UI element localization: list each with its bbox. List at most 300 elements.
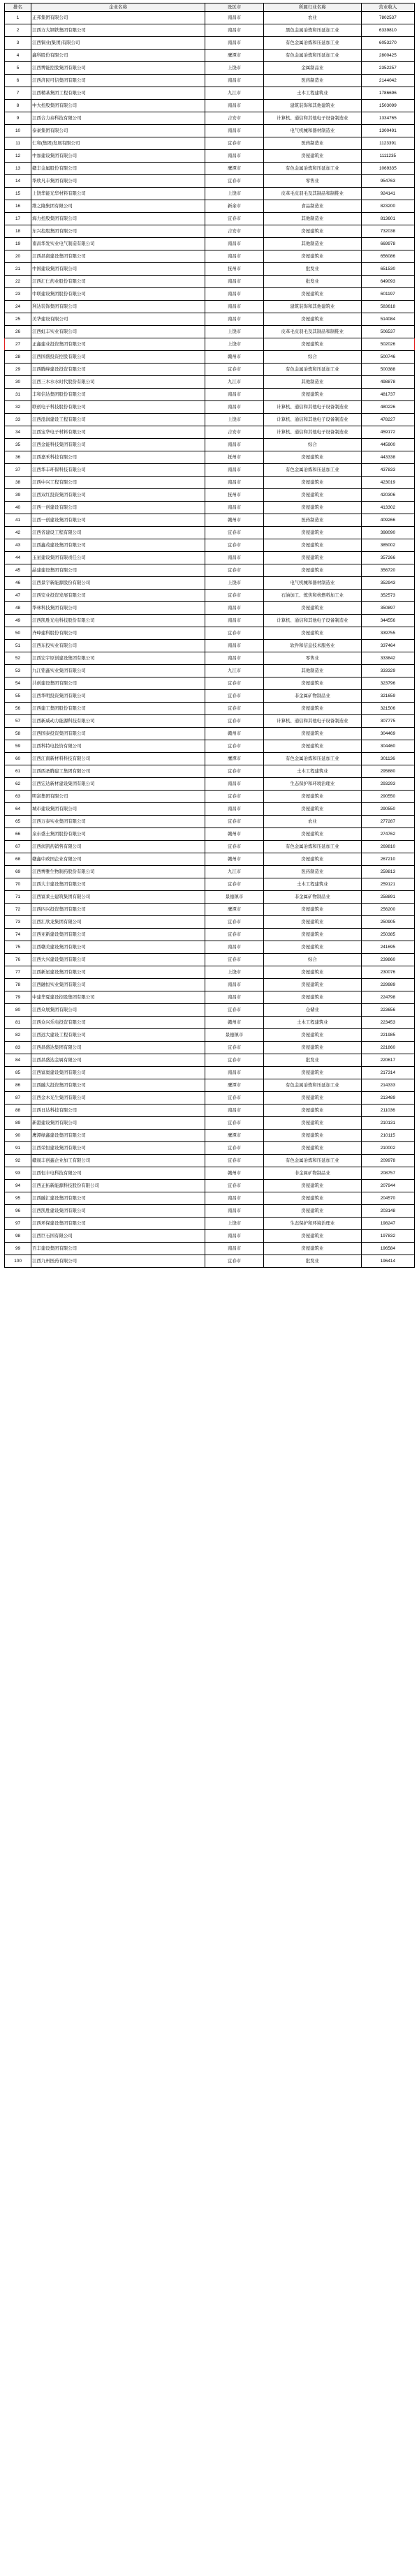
cell-rank: 16 — [5, 200, 31, 213]
cell-rank: 63 — [5, 791, 31, 803]
table-row — [5, 1167, 415, 1180]
cell-city: 宜春市 — [205, 715, 264, 728]
cell-city: 南昌市 — [205, 75, 264, 87]
cell-city: 宜春市 — [205, 527, 264, 539]
cell-revenue: 196584 — [361, 1243, 414, 1255]
cell-company-name: 江西众展集团有限公司 — [31, 1004, 205, 1017]
cell-industry: 土木工程建筑业 — [263, 765, 361, 778]
cell-company-name: 上饶华能光华材料有限公司 — [31, 188, 205, 200]
cell-city: 南昌市 — [205, 12, 264, 24]
cell-city: 吉安市 — [205, 426, 264, 439]
table-row — [5, 100, 415, 112]
cell-industry: 计算机、通信和其他电子设备制造业 — [263, 715, 361, 728]
cell-company-name: 维之隆集团有限公司 — [31, 200, 205, 213]
cell-revenue: 409266 — [361, 514, 414, 527]
table-row — [5, 1192, 415, 1205]
cell-rank: 61 — [5, 765, 31, 778]
cell-rank: 91 — [5, 1142, 31, 1155]
cell-rank: 28 — [5, 351, 31, 364]
cell-revenue: 500388 — [361, 364, 414, 376]
cell-industry: 房屋建筑业 — [263, 338, 361, 351]
cell-company-name: 江西宏达新材建设集团有限公司 — [31, 778, 205, 791]
cell-revenue: 1786696 — [361, 87, 414, 100]
table-row — [5, 753, 415, 765]
table-row — [5, 527, 415, 539]
cell-rank: 29 — [5, 364, 31, 376]
cell-company-name: 江西富莱士建筑集团有限公司 — [31, 891, 205, 904]
cell-company-name: 明富集团有限公司 — [31, 791, 205, 803]
cell-company-name: 江西昌盛达集团有限公司 — [31, 1042, 205, 1054]
cell-revenue: 423019 — [361, 477, 414, 489]
cell-revenue: 352573 — [361, 590, 414, 602]
cell-city: 南昌市 — [205, 1192, 264, 1205]
cell-city: 上饶市 — [205, 577, 264, 590]
table-row — [5, 24, 415, 37]
cell-revenue: 267210 — [361, 853, 414, 866]
table-row — [5, 765, 415, 778]
cell-industry: 房屋建筑业 — [263, 1192, 361, 1205]
cell-industry: 有色金属冶炼和压延加工业 — [263, 753, 361, 765]
table-row — [5, 891, 415, 904]
cell-rank: 4 — [5, 50, 31, 62]
cell-city: 赣州市 — [205, 728, 264, 740]
table-row — [5, 389, 415, 401]
cell-revenue: 514084 — [361, 313, 414, 326]
cell-industry: 房屋建筑业 — [263, 389, 361, 401]
cell-industry: 房屋建筑业 — [263, 803, 361, 816]
cell-industry: 房屋建筑业 — [263, 1117, 361, 1130]
table-row — [5, 1017, 415, 1029]
cell-company-name: 百丰建设集团有限公司 — [31, 1243, 205, 1255]
cell-rank: 5 — [5, 62, 31, 75]
cell-city: 宜春市 — [205, 703, 264, 715]
cell-company-name: 江西安业投资发展有限公司 — [31, 590, 205, 602]
table-row — [5, 313, 415, 326]
cell-company-name: 泰豪集团有限公司 — [31, 125, 205, 137]
cell-rank: 65 — [5, 816, 31, 828]
cell-revenue: 277287 — [361, 816, 414, 828]
table-row — [5, 1092, 415, 1104]
cell-city: 南昌市 — [205, 803, 264, 816]
cell-city: 抚州市 — [205, 451, 264, 464]
cell-company-name: 江西赣美建设集团有限公司 — [31, 941, 205, 954]
table-row — [5, 640, 415, 652]
cell-rank: 71 — [5, 891, 31, 904]
cell-rank: 85 — [5, 1067, 31, 1079]
cell-revenue: 307775 — [361, 715, 414, 728]
cell-rank: 3 — [5, 37, 31, 50]
cell-revenue: 295880 — [361, 765, 414, 778]
cell-industry: 石油加工、炼焦和核燃料加工业 — [263, 590, 361, 602]
cell-rank: 53 — [5, 665, 31, 677]
cell-rank: 11 — [5, 137, 31, 150]
cell-city: 景德镇市 — [205, 1029, 264, 1042]
cell-rank: 67 — [5, 841, 31, 853]
cell-revenue: 420306 — [361, 489, 414, 502]
cell-revenue: 203148 — [361, 1205, 414, 1218]
cell-revenue: 230076 — [361, 966, 414, 979]
table-row — [5, 414, 415, 426]
cell-city: 宜春市 — [205, 740, 264, 753]
cell-rank: 72 — [5, 904, 31, 916]
table-row — [5, 125, 415, 137]
cell-company-name: 江西一创建设集团有限公司 — [31, 514, 205, 527]
cell-rank: 87 — [5, 1092, 31, 1104]
cell-city: 上饶市 — [205, 188, 264, 200]
cell-rank: 43 — [5, 539, 31, 552]
cell-rank: 58 — [5, 728, 31, 740]
cell-rank: 73 — [5, 916, 31, 929]
cell-rank: 26 — [5, 326, 31, 338]
cell-rank: 94 — [5, 1180, 31, 1192]
cell-industry: 房屋建筑业 — [263, 966, 361, 979]
cell-rank: 66 — [5, 828, 31, 841]
table-row — [5, 489, 415, 502]
cell-city: 九江市 — [205, 87, 264, 100]
cell-company-name: 中联建设集团股份有限公司 — [31, 288, 205, 301]
table-row — [5, 514, 415, 527]
cell-revenue: 601197 — [361, 288, 414, 301]
table-row — [5, 954, 415, 966]
cell-company-name: 江西腾峰建设投资有限公司 — [31, 364, 205, 376]
cell-industry: 房屋建筑业 — [263, 288, 361, 301]
cell-company-name: 江西嘉禾科技有限公司 — [31, 451, 205, 464]
cell-city: 抚州市 — [205, 263, 264, 276]
cell-revenue: 239860 — [361, 954, 414, 966]
cell-city: 上饶市 — [205, 338, 264, 351]
cell-city: 宜春市 — [205, 539, 264, 552]
cell-company-name: 东兴控股集团有限公司 — [31, 225, 205, 238]
cell-rank: 31 — [5, 389, 31, 401]
cell-city: 南昌市 — [205, 439, 264, 451]
table-row — [5, 615, 415, 627]
cell-rank: 32 — [5, 401, 31, 414]
cell-industry: 黑色金属冶炼和压延加工业 — [263, 24, 361, 37]
cell-city: 南昌市 — [205, 502, 264, 514]
cell-rank: 100 — [5, 1255, 31, 1268]
cell-rank: 75 — [5, 941, 31, 954]
cell-revenue: 229989 — [361, 979, 414, 991]
cell-company-name: 江西泓润建设工程有限公司 — [31, 414, 205, 426]
cell-company-name: 江西一创建设有限公司 — [31, 502, 205, 514]
cell-revenue: 210115 — [361, 1130, 414, 1142]
cell-industry: 房屋建筑业 — [263, 489, 361, 502]
cell-city: 新余市 — [205, 200, 264, 213]
cell-revenue: 304460 — [361, 740, 414, 753]
cell-industry: 有色金属冶炼和压延加工业 — [263, 364, 361, 376]
col-header-company: 企业名称 — [31, 3, 205, 12]
cell-rank: 95 — [5, 1192, 31, 1205]
cell-company-name: 江西巨石国有限公司 — [31, 1230, 205, 1243]
table-row — [5, 1067, 415, 1079]
cell-revenue: 7802537 — [361, 12, 414, 24]
cell-city: 南昌市 — [205, 313, 264, 326]
cell-rank: 98 — [5, 1230, 31, 1243]
cell-revenue: 1123391 — [361, 137, 414, 150]
cell-industry: 房屋建筑业 — [263, 564, 361, 577]
cell-revenue: 502026 — [361, 338, 414, 351]
cell-city: 赣州市 — [205, 514, 264, 527]
cell-city: 赣州市 — [205, 1167, 264, 1180]
cell-industry: 房屋建筑业 — [263, 677, 361, 690]
cell-revenue: 6053270 — [361, 37, 414, 50]
cell-revenue: 209978 — [361, 1155, 414, 1167]
table-row — [5, 703, 415, 715]
cell-revenue: 443338 — [361, 451, 414, 464]
cell-industry: 批发业 — [263, 263, 361, 276]
table-row — [5, 577, 415, 590]
cell-industry: 房屋建筑业 — [263, 1029, 361, 1042]
cell-company-name: 鹰潭绿鑫建设集团有限公司 — [31, 1130, 205, 1142]
cell-revenue: 274762 — [361, 828, 414, 841]
cell-industry: 其他制造业 — [263, 376, 361, 389]
table-row — [5, 590, 415, 602]
cell-company-name: 中大控股集团有限公司 — [31, 100, 205, 112]
cell-company-name: 江西虹丰实业有限公司 — [31, 326, 205, 338]
cell-industry: 零售业 — [263, 652, 361, 665]
table-row — [5, 539, 415, 552]
cell-company-name: 江西润凯药销售有限公司 — [31, 841, 205, 853]
cell-company-name: 江西融大投资集团有限公司 — [31, 1079, 205, 1092]
table-row — [5, 1142, 415, 1155]
cell-revenue: 196414 — [361, 1255, 414, 1268]
cell-industry: 农业 — [263, 816, 361, 828]
table-row — [5, 477, 415, 489]
cell-industry: 综合 — [263, 351, 361, 364]
cell-revenue: 301136 — [361, 753, 414, 765]
cell-revenue: 437833 — [361, 464, 414, 477]
cell-city: 鹰潭市 — [205, 1079, 264, 1092]
cell-company-name: 江西荣恒建设集团有限公司 — [31, 1142, 205, 1155]
cell-industry: 房屋建筑业 — [263, 502, 361, 514]
cell-city: 南昌市 — [205, 276, 264, 288]
cell-city: 南昌市 — [205, 37, 264, 50]
cell-city: 鹰潭市 — [205, 1130, 264, 1142]
table-row — [5, 250, 415, 263]
cell-revenue: 223656 — [361, 1004, 414, 1017]
cell-industry: 非金属矿物制品业 — [263, 891, 361, 904]
cell-revenue: 250385 — [361, 929, 414, 941]
cell-industry: 土木工程建筑业 — [263, 87, 361, 100]
cell-industry: 房屋建筑业 — [263, 1104, 361, 1117]
cell-company-name: 江西合力泰科技有限公司 — [31, 112, 205, 125]
cell-revenue: 204570 — [361, 1192, 414, 1205]
cell-rank: 77 — [5, 966, 31, 979]
table-row — [5, 979, 415, 991]
cell-industry: 房屋建筑业 — [263, 1092, 361, 1104]
cell-city: 南昌市 — [205, 477, 264, 489]
cell-company-name: 江西金能科技集团有限公司 — [31, 439, 205, 451]
cell-industry: 房屋建筑业 — [263, 916, 361, 929]
cell-company-name: 利达装饰集团有限公司 — [31, 301, 205, 313]
table-row — [5, 1079, 415, 1092]
cell-company-name: 丰和信达集团股份有限公司 — [31, 389, 205, 401]
cell-company-name: 鑫科股份有限公司 — [31, 50, 205, 62]
cell-company-name: 江西正拓新能源科技股份有限公司 — [31, 1180, 205, 1192]
cell-industry: 食品制造业 — [263, 200, 361, 213]
cell-company-name: 正鑫建业投资集团有限公司 — [31, 338, 205, 351]
table-row — [5, 841, 415, 853]
cell-city: 南昌市 — [205, 602, 264, 615]
cell-revenue: 211036 — [361, 1104, 414, 1117]
cell-rank: 59 — [5, 740, 31, 753]
table-row — [5, 740, 415, 753]
cell-city: 宜春市 — [205, 1180, 264, 1192]
cell-industry: 非金属矿物制品业 — [263, 1167, 361, 1180]
cell-industry: 房屋建筑业 — [263, 740, 361, 753]
table-row — [5, 276, 415, 288]
table-row — [5, 1230, 415, 1243]
cell-city: 抚州市 — [205, 489, 264, 502]
table-row — [5, 1117, 415, 1130]
cell-rank: 70 — [5, 878, 31, 891]
cell-revenue: 481737 — [361, 389, 414, 401]
cell-revenue: 207944 — [361, 1180, 414, 1192]
table-row — [5, 665, 415, 677]
cell-rank: 40 — [5, 502, 31, 514]
cell-company-name: 齐峰建科股份有限公司 — [31, 627, 205, 640]
cell-industry: 有色金属冶炼和压延加工业 — [263, 50, 361, 62]
cell-revenue: 954763 — [361, 175, 414, 188]
cell-company-name: 江西中兴工程有限公司 — [31, 477, 205, 489]
cell-city: 南昌市 — [205, 389, 264, 401]
cell-rank: 78 — [5, 979, 31, 991]
cell-industry: 土木工程建筑业 — [263, 1017, 361, 1029]
cell-city: 南昌市 — [205, 150, 264, 163]
cell-revenue: 352943 — [361, 577, 414, 590]
cell-rank: 22 — [5, 276, 31, 288]
cell-city: 南昌市 — [205, 301, 264, 313]
table-row — [5, 364, 415, 376]
cell-industry: 房屋建筑业 — [263, 1243, 361, 1255]
cell-rank: 30 — [5, 376, 31, 389]
cell-rank: 90 — [5, 1130, 31, 1142]
cell-city: 宜春市 — [205, 1092, 264, 1104]
cell-city: 南昌市 — [205, 1243, 264, 1255]
cell-company-name: 赣晟丰创鑫企业加工有限公司 — [31, 1155, 205, 1167]
table-row — [5, 225, 415, 238]
cell-city: 赣州市 — [205, 853, 264, 866]
cell-revenue: 290550 — [361, 803, 414, 816]
table-row — [5, 1155, 415, 1167]
cell-company-name: 江西科特电投资有限公司 — [31, 740, 205, 753]
cell-city: 宜春市 — [205, 765, 264, 778]
cell-company-name: 江西九州医药有限公司 — [31, 1255, 205, 1268]
cell-revenue: 398090 — [361, 527, 414, 539]
cell-company-name: 江西新威动力能源科技有限公司 — [31, 715, 205, 728]
cell-rank: 86 — [5, 1079, 31, 1092]
cell-industry: 有色金属冶炼和压延加工业 — [263, 1155, 361, 1167]
table-row — [5, 37, 415, 50]
cell-company-name: 江西四兴投资集团有限公司 — [31, 904, 205, 916]
cell-city: 南昌市 — [205, 941, 264, 954]
cell-revenue: 813601 — [361, 213, 414, 225]
cell-city: 宜春市 — [205, 1155, 264, 1167]
cell-industry: 批发业 — [263, 1054, 361, 1067]
cell-rank: 57 — [5, 715, 31, 728]
cell-rank: 10 — [5, 125, 31, 137]
cell-city: 宜春市 — [205, 627, 264, 640]
cell-revenue: 413302 — [361, 502, 414, 514]
cell-industry: 房屋建筑业 — [263, 602, 361, 615]
cell-revenue: 256200 — [361, 904, 414, 916]
cell-company-name: 海力控股集团有限公司 — [31, 213, 205, 225]
cell-revenue: 223453 — [361, 1017, 414, 1029]
cell-company-name: 江西国泰投资集团有限公司 — [31, 728, 205, 740]
cell-industry: 房屋建筑业 — [263, 929, 361, 941]
table-row — [5, 1180, 415, 1192]
cell-revenue: 269810 — [361, 841, 414, 853]
cell-industry: 生态保护和环境治理业 — [263, 778, 361, 791]
cell-rank: 37 — [5, 464, 31, 477]
cell-rank: 49 — [5, 615, 31, 627]
cell-city: 南昌市 — [205, 250, 264, 263]
cell-industry: 房屋建筑业 — [263, 1180, 361, 1192]
table-row — [5, 791, 415, 803]
cell-company-name: 江西凯胜光电科技股份有限公司 — [31, 615, 205, 627]
cell-company-name: 泉东盛土集团股份有限公司 — [31, 828, 205, 841]
table-row — [5, 853, 415, 866]
table-row — [5, 1243, 415, 1255]
cell-rank: 2 — [5, 24, 31, 37]
table-row — [5, 439, 415, 451]
table-row — [5, 677, 415, 690]
table-row — [5, 426, 415, 439]
cell-rank: 38 — [5, 477, 31, 489]
cell-company-name: 江西省建设工程有限公司 — [31, 527, 205, 539]
cell-company-name: 江西昌南建设集团有限公司 — [31, 250, 205, 263]
cell-rank: 12 — [5, 150, 31, 163]
cell-rank: 17 — [5, 213, 31, 225]
cell-company-name: 江西双红投资集团有限公司 — [31, 489, 205, 502]
cell-city: 南昌市 — [205, 288, 264, 301]
cell-industry: 综合 — [263, 439, 361, 451]
cell-rank: 23 — [5, 288, 31, 301]
cell-city: 鹰潭市 — [205, 904, 264, 916]
cell-company-name: 玉星建设集团有限责任公司 — [31, 552, 205, 564]
table-row — [5, 828, 415, 841]
cell-industry: 非金属矿物制品业 — [263, 690, 361, 703]
cell-revenue: 197832 — [361, 1230, 414, 1243]
cell-revenue: 250905 — [361, 916, 414, 929]
cell-rank: 99 — [5, 1243, 31, 1255]
cell-industry: 房屋建筑业 — [263, 791, 361, 803]
cell-industry: 皮革毛皮羽毛及其制品和制鞋业 — [263, 188, 361, 200]
cell-rank: 35 — [5, 439, 31, 451]
cell-revenue: 6339810 — [361, 24, 414, 37]
cell-industry: 仓储业 — [263, 1004, 361, 1017]
cell-revenue: 321659 — [361, 690, 414, 703]
cell-city: 赣州市 — [205, 351, 264, 364]
cell-revenue: 290550 — [361, 791, 414, 803]
cell-company-name: 中国建设集团有限公司 — [31, 263, 205, 276]
cell-industry: 计算机、通信和其他电子设备制造业 — [263, 112, 361, 125]
cell-company-name: 华欣凡丰集团有限公司 — [31, 175, 205, 188]
cell-company-name: 江西大丰建设集团有限公司 — [31, 878, 205, 891]
cell-company-name: 江西众兴乐电投资有限公司 — [31, 1017, 205, 1029]
cell-industry: 综合 — [263, 954, 361, 966]
cell-revenue: 656086 — [361, 250, 414, 263]
ranking-sheet — [0, 0, 419, 1272]
cell-city: 宜春市 — [205, 1255, 264, 1268]
table-row — [5, 213, 415, 225]
cell-company-name: 新港建设集团有限公司 — [31, 1117, 205, 1130]
cell-company-name: 江西宏宇原创建设集团有限公司 — [31, 652, 205, 665]
col-header-rank: 排名 — [5, 3, 31, 12]
cell-rank: 15 — [5, 188, 31, 200]
cell-company-name: 江西华丰环保科技有限公司 — [31, 464, 205, 477]
table-row — [5, 1054, 415, 1067]
